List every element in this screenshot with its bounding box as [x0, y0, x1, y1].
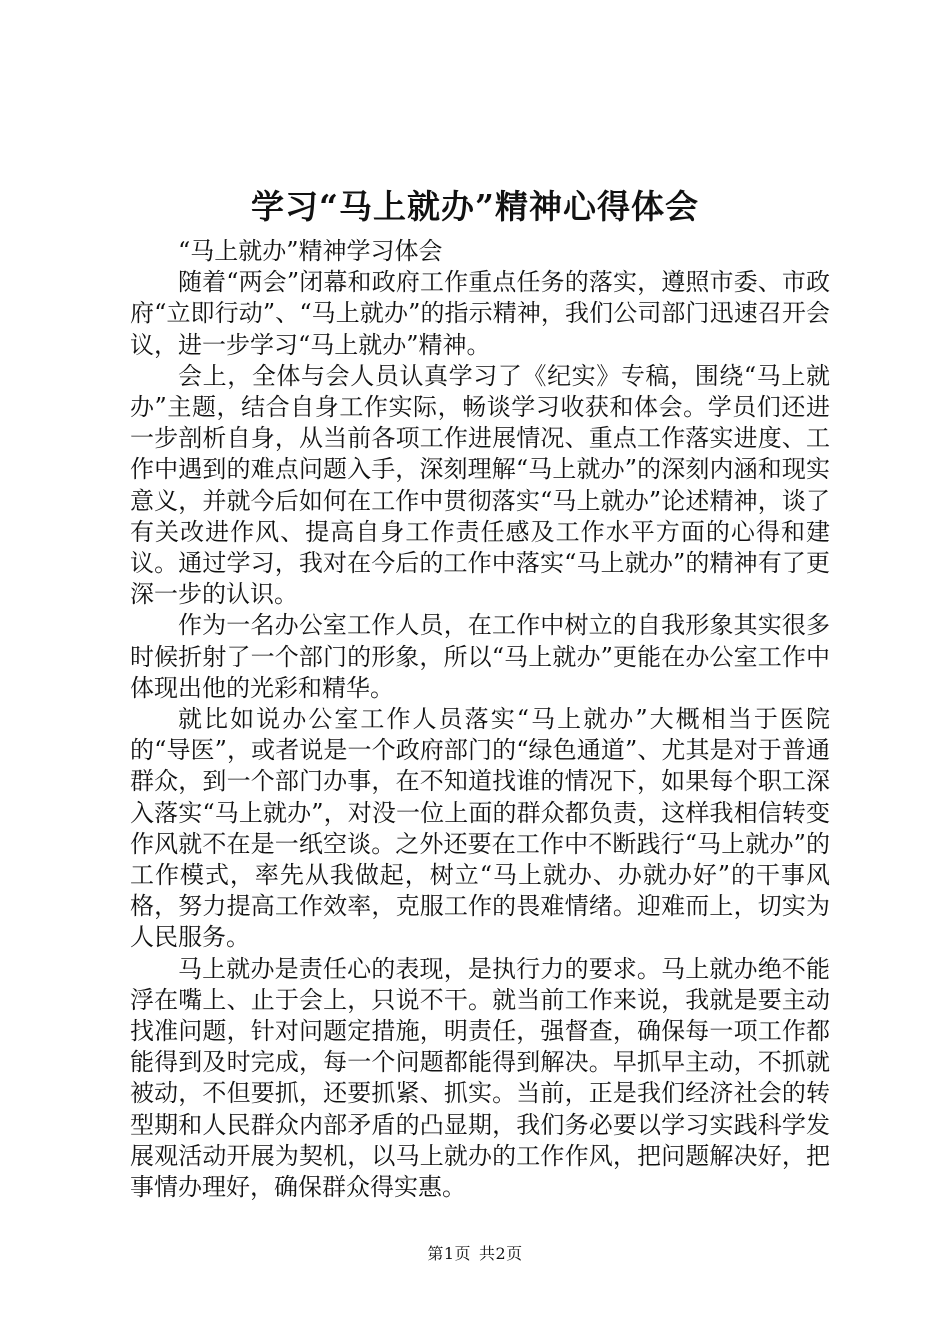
page-total: 共2页 [479, 1244, 523, 1263]
document-subtitle: “马上就办”精神学习体会 [178, 237, 443, 265]
document-title: 学习“马上就办”精神心得体会 [251, 187, 699, 226]
paragraph: 就比如说办公室工作人员落实“马上就办”大概相当于医院的“导医”，或者说是一个政府部门的“绿色通道”、尤其是对于普通群众，到一个部门办事，在不知道找谁的情况下，如果每个职工深入落实“马上就办”，对没一位上面的群众都负责，这样我相信转变作风就不在是一纸空谈。之外还要在工作中不断践行“马上就办”的工作模式，率先从我做起，树立“马上就办、办就办好”的干事风格，努力提高工作效率，克服工作的畏难情绪。迎难而上，切实为人民服务。 [130, 705, 830, 952]
page-footer [0, 1242, 950, 1266]
paragraph: 会上，全体与会人员认真学习了《纪实》专稿，围绕“马上就办”主题，结合自身工作实际，畅谈学习收获和体会。学员们还进一步剖析自身，从当前各项工作进展情况、重点工作落实进度、工作中遇到的难点问题入手，深刻理解“马上就办”的深刻内涵和现实意义，并就今后如何在工作中贯彻落实“马上就办”论述精神，谈了有关改进作风、提高自身工作责任感及工作水平方面的心得和建议。通过学习，我对在今后的工作中落实“马上就办”的精神有了更深一步的认识。 [130, 361, 830, 609]
paragraph: 作为一名办公室工作人员，在工作中树立的自我形象其实很多时候折射了一个部门的形象，所以“马上就办”更能在办公室工作中体现出他的光彩和精华。 [130, 611, 830, 702]
page-number: 第1页 [427, 1244, 471, 1263]
document-body [130, 236, 830, 1203]
paragraph: 随着“两会”闭幕和政府工作重点任务的落实，遵照市委、市政府“立即行动”、“马上就办”的指示精神，我们公司部门迅速召开会议，进一步学习“马上就办”精神。 [130, 268, 830, 359]
paragraph: 马上就办是责任心的表现，是执行力的要求。马上就办绝不能浮在嘴上、止于会上，只说不干。就当前工作来说，我就是要主动找准问题，针对问题定措施，明责任，强督查，确保每一项工作都能得到及时完成，每一个问题都能得到解决。早抓早主动，不抓就被动，不但要抓，还要抓紧、抓实。当前，正是我们经济社会的转型期和人民群众内部矛盾的凸显期，我们务必要以学习实践科学发展观活动开展为契机，以马上就办的工作作风，把问题解决好，把事情办理好，确保群众得实惠。 [130, 954, 830, 1202]
